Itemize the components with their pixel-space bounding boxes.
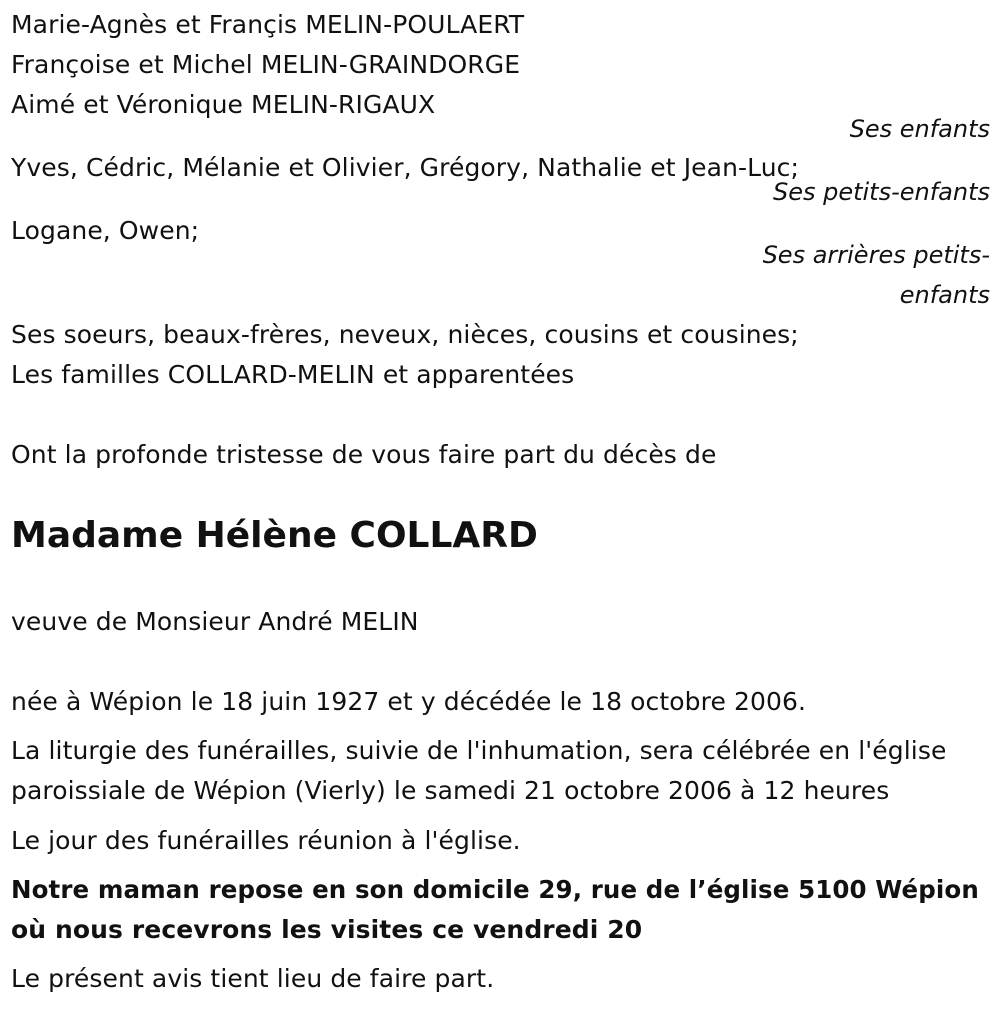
- great-grandchildren-label-part-2: enfants: [899, 281, 990, 309]
- visits-line-1: Notre maman repose en son domicile 29, rue de l’église 5100 Wépion: [11, 875, 979, 904]
- announcement-text: Ont la profonde tristesse de vous faire part du décès de: [11, 440, 717, 469]
- child-line-3: Aimé et Véronique MELIN-RIGAUX: [11, 90, 436, 119]
- funeral-line-1: La liturgie des funérailles, suivie de l'inhumation, sera célébrée en l'église: [11, 736, 947, 765]
- birth-death-dates: née à Wépion le 18 juin 1927 et y décédée le 18 octobre 2006.: [11, 687, 807, 716]
- great-grandchildren-label-part-1: Ses arrières petits-: [762, 241, 990, 269]
- visits-line-2: où nous recevrons les visites ce vendredi 20: [11, 915, 643, 944]
- great-grandchildren-line: Logane, Owen;: [11, 216, 200, 245]
- child-line-1: Marie-Agnès et Françis MELIN-POULAERT: [11, 10, 525, 39]
- funeral-line-2: paroissiale de Wépion (Vierly) le samedi 21 octobre 2006 à 12 heures: [11, 776, 890, 805]
- funeral-meeting-line: Le jour des funérailles réunion à l'église.: [11, 826, 521, 855]
- deceased-name: Madame Hélène COLLARD: [11, 515, 538, 556]
- closing-line: Le présent avis tient lieu de faire part.: [11, 964, 495, 993]
- child-line-2: Françoise et Michel MELIN-GRAINDORGE: [11, 50, 521, 79]
- grandchildren-label: Ses petits-enfants: [772, 178, 990, 206]
- children-label: Ses enfants: [849, 115, 990, 143]
- families-line: Les familles COLLARD-MELIN et apparentées: [11, 360, 575, 389]
- widow-of-line: veuve de Monsieur André MELIN: [11, 607, 419, 636]
- relatives-line: Ses soeurs, beaux-frères, neveux, nièces, cousins et cousines;: [11, 320, 799, 349]
- grandchildren-line: Yves, Cédric, Mélanie et Olivier, Grégory, Nathalie et Jean-Luc;: [11, 153, 800, 182]
